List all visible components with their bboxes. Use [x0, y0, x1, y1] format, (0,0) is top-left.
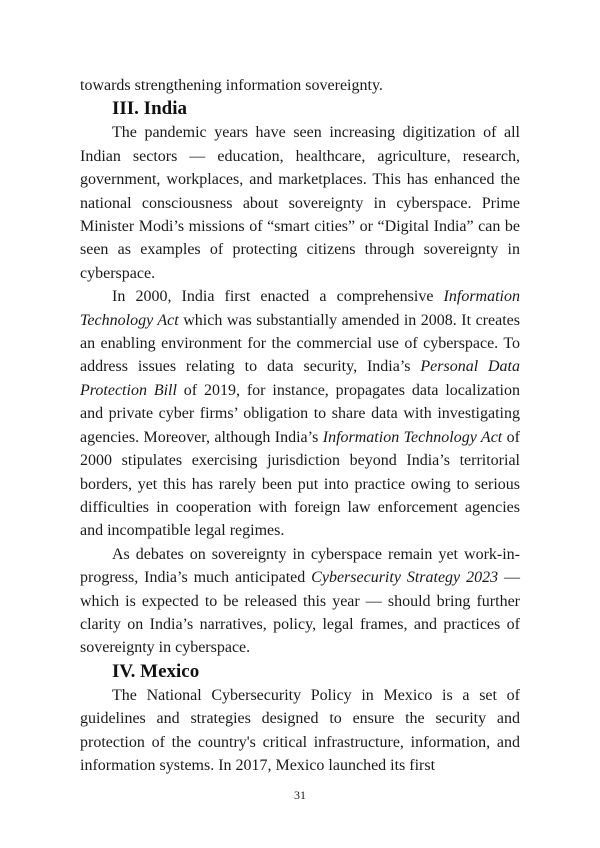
mexico-paragraph-1: The National Cybersecurity Policy in Mexico is a set of guidelines and strategies designed to ensure the security and protection of the country's critical infrastructure, information, and information systems. In 2017, Mexico launched its first — [80, 686, 520, 774]
text-span: — which is expected to be released this year — should bring further clarity on India’s narratives, policy, legal frames, and practices of sovereignty in cyberspace. — [80, 569, 520, 657]
text-span: of 2019, for instance, propagates data localization and private cyber firms’ obligation to share data with investigating agencies. Moreover, although India’s — [80, 381, 520, 446]
lead-text: towards strengthening information sovereignty. — [80, 77, 383, 94]
text-span: As debates on sovereignty in cyberspace remain yet work-in-progress, India’s much anticipated — [80, 545, 520, 587]
act-title-italic: Information Technology Act — [322, 428, 503, 446]
text-span: In 2000, India first enacted a comprehensive — [112, 288, 444, 306]
page-number: 31 — [294, 788, 306, 802]
text-span: of 2000 stipulates exercising jurisdiction beyond India’s territorial borders, yet this has rarely been put into practice owing to serious difficulties in cooperation with foreign law enforcement agencies and incompatible legal regimes. — [80, 428, 520, 540]
india-paragraph-1: The pandemic years have seen increasing digitization of all Indian sectors — education, healthcare, agriculture, research, government, workplaces, and marketplaces. This has enhanced the national consciousness about sovereignty in cyberspace. Prime Minister Modi’s missions of “smart cities” or “Digital India” can be seen as examples of protecting citizens through sovereignty in cyberspace. — [80, 124, 520, 282]
section-heading-mexico: IV. Mexico — [112, 660, 200, 682]
text-span: which was substantially amended in 2008. It creates an enabling environment for the commercial use of cyberspace. To address issues relating to data security, India’s — [80, 311, 520, 376]
bill-title-italic: Personal Data Protection Bill — [80, 358, 520, 399]
india-paragraph-2 — [80, 285, 520, 542]
act-title-italic: Information Technology Act — [80, 288, 520, 329]
document-page — [80, 74, 520, 777]
india-paragraph-3 — [80, 543, 520, 660]
section-heading-india: III. India — [112, 98, 187, 120]
strategy-title-italic: Cybersecurity Strategy 2023 — [311, 569, 499, 587]
